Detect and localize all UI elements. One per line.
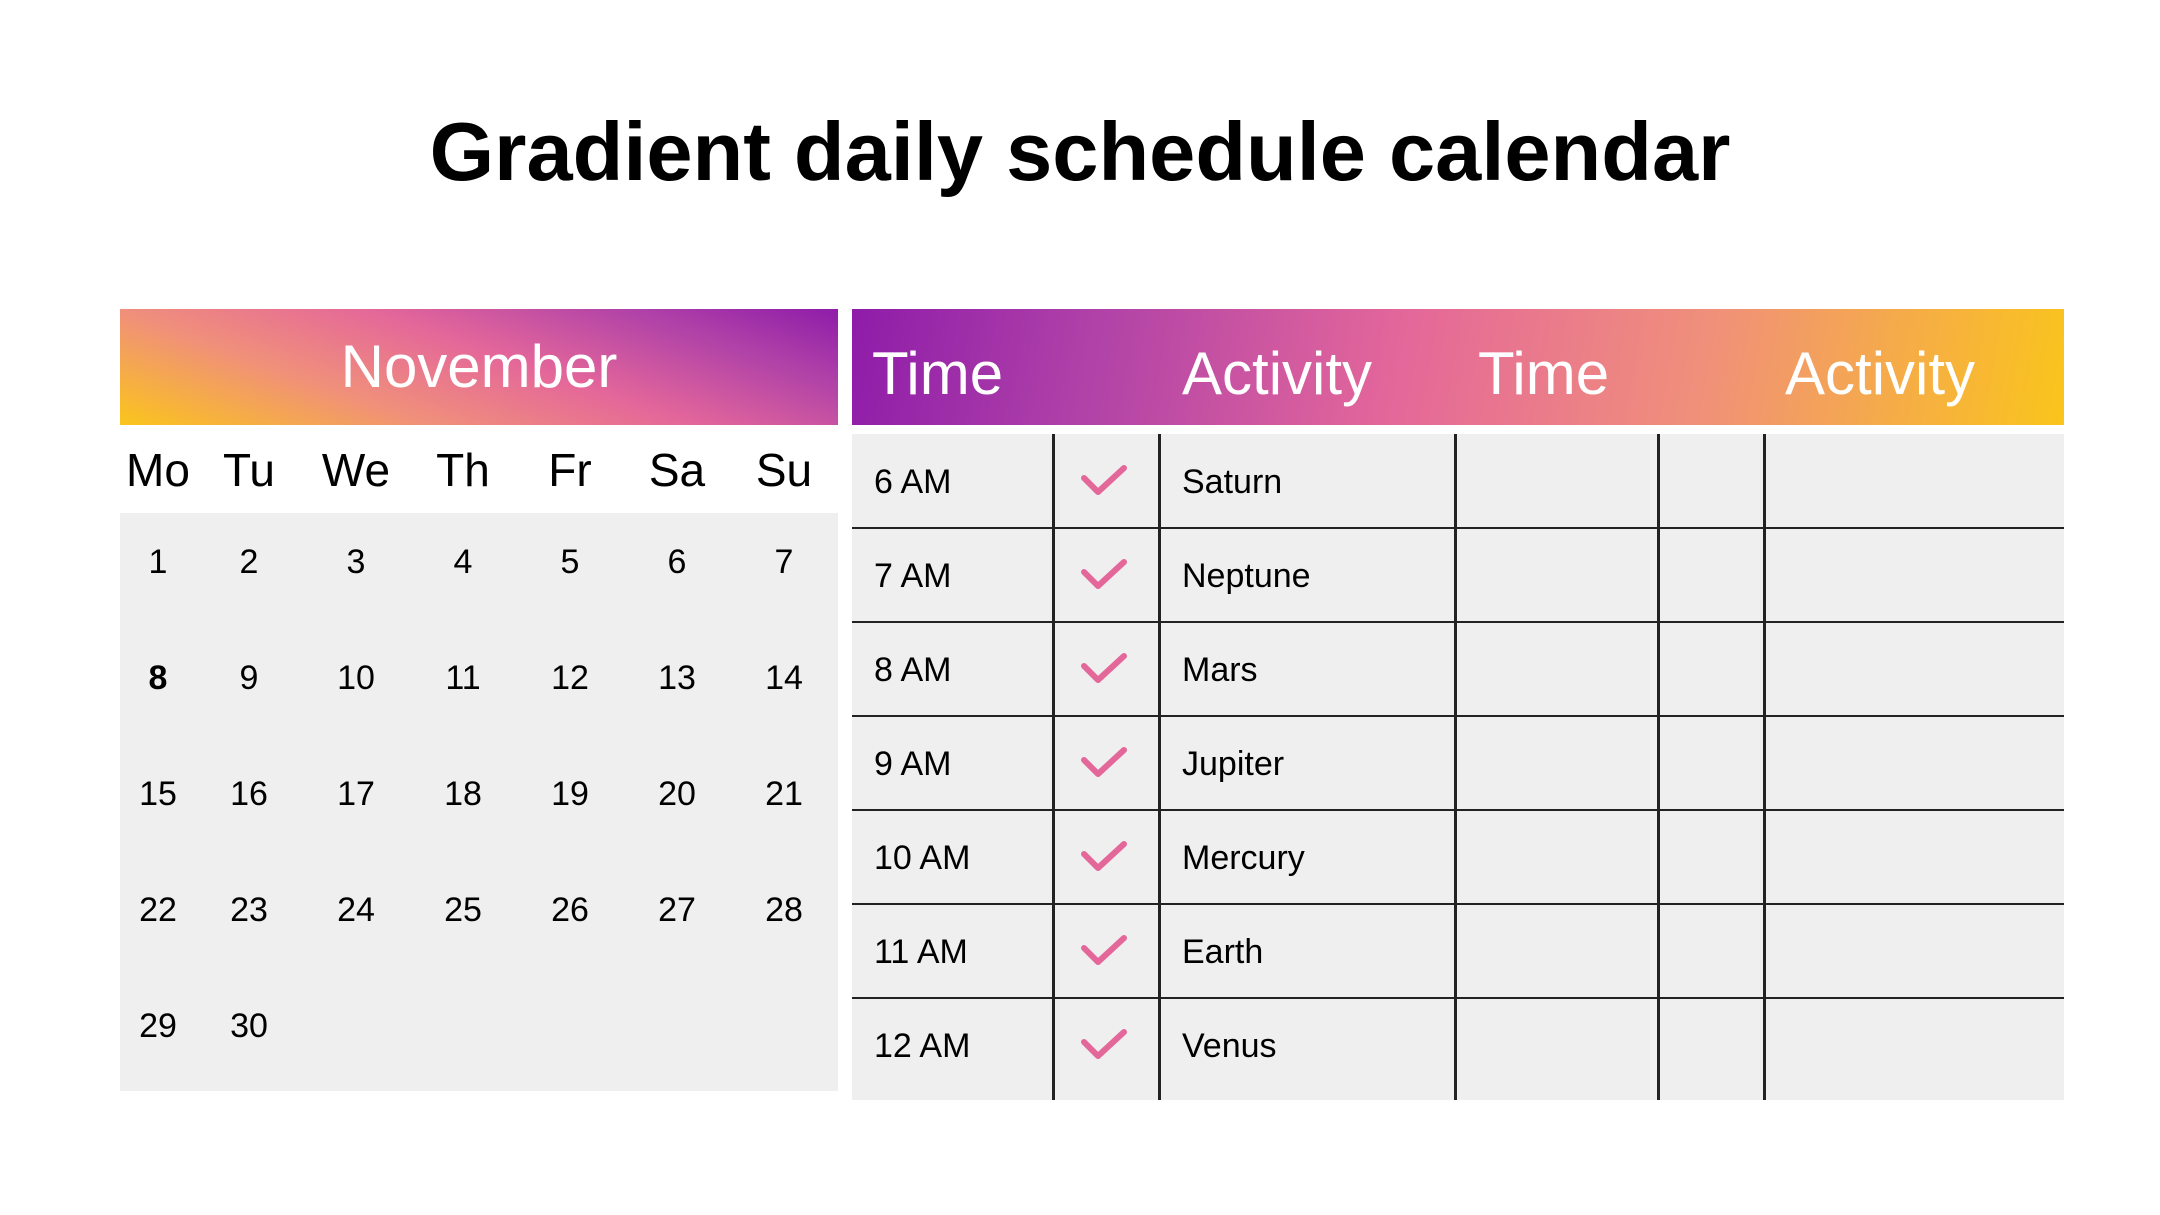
calendar-day[interactable]: 23 <box>230 891 268 929</box>
calendar-day[interactable]: 11 <box>445 659 481 697</box>
schedule-activity: Earth <box>1182 933 1264 971</box>
calendar-day[interactable]: 3 <box>346 543 366 581</box>
schedule-activity: Saturn <box>1182 463 1283 501</box>
column-divider <box>1657 434 1660 1100</box>
calendar-day[interactable]: 4 <box>453 543 473 581</box>
calendar-day[interactable]: 21 <box>765 775 803 813</box>
check-icon <box>1080 746 1128 780</box>
calendar-day[interactable]: 14 <box>765 659 803 697</box>
calendar-day[interactable]: 27 <box>658 891 696 929</box>
weekday-row <box>120 430 838 510</box>
check-icon <box>1080 558 1128 592</box>
calendar-day[interactable]: 29 <box>139 1007 177 1045</box>
calendar-day[interactable]: 20 <box>658 775 696 813</box>
schedule-activity: Mercury <box>1182 839 1305 877</box>
month-header: November <box>120 309 838 425</box>
calendar-day[interactable]: 5 <box>560 543 580 581</box>
schedule-header <box>852 309 2064 425</box>
calendar-day[interactable]: 6 <box>667 543 687 581</box>
calendar-day[interactable]: 10 <box>337 659 375 697</box>
calendar-day[interactable]: 15 <box>139 775 177 813</box>
row-divider <box>852 903 2064 905</box>
calendar-day[interactable]: 24 <box>337 891 375 929</box>
check-icon <box>1080 652 1128 686</box>
page-title: Gradient daily schedule calendar <box>429 105 1731 198</box>
column-divider <box>1052 434 1055 1100</box>
check-icon <box>1080 464 1128 498</box>
row-divider <box>852 527 2064 529</box>
schedule-time: 12 AM <box>874 1027 971 1065</box>
check-icon <box>1080 1028 1128 1062</box>
header-activity-2: Activity <box>1785 340 1976 407</box>
schedule-activity: Venus <box>1182 1027 1277 1065</box>
weekday-label: Tu <box>223 444 275 496</box>
calendar-day[interactable]: 28 <box>765 891 803 929</box>
header-time-1: Time <box>872 340 1004 407</box>
weekday-label: Fr <box>548 444 592 496</box>
weekday-label: Sa <box>648 444 706 496</box>
calendar-day[interactable]: 19 <box>551 775 589 813</box>
column-divider <box>1158 434 1161 1100</box>
weekday-label: Su <box>755 444 813 496</box>
schedule-activity: Mars <box>1182 651 1258 689</box>
header-time-2: Time <box>1478 340 1610 407</box>
calendar-day[interactable]: 16 <box>230 775 268 813</box>
schedule-time: 6 AM <box>874 463 952 501</box>
calendar-day[interactable]: 17 <box>337 775 375 813</box>
calendar-day[interactable]: 30 <box>230 1007 268 1045</box>
schedule-time: 7 AM <box>874 557 952 595</box>
schedule-activity: Neptune <box>1182 557 1311 595</box>
calendar-day[interactable]: 1 <box>148 543 168 581</box>
calendar-day[interactable]: 13 <box>658 659 696 697</box>
schedule-time: 8 AM <box>874 651 952 689</box>
schedule-time: 11 AM <box>874 933 968 971</box>
row-divider <box>852 715 2064 717</box>
schedule-time: 9 AM <box>874 745 952 783</box>
calendar-day[interactable]: 8 <box>148 659 168 697</box>
calendar-day[interactable]: 2 <box>239 543 259 581</box>
row-divider <box>852 997 2064 999</box>
weekday-label: Th <box>436 444 490 496</box>
weekday-label: We <box>321 444 391 496</box>
row-divider <box>852 809 2064 811</box>
check-icon <box>1080 934 1128 968</box>
schedule-time: 10 AM <box>874 839 971 877</box>
row-divider <box>852 621 2064 623</box>
calendar-day[interactable]: 25 <box>444 891 482 929</box>
calendar-day[interactable]: 22 <box>139 891 177 929</box>
column-divider <box>1454 434 1457 1100</box>
header-activity-1: Activity <box>1182 340 1373 407</box>
days-grid <box>120 513 838 1091</box>
check-icon <box>1080 840 1128 874</box>
schedule-activity: Jupiter <box>1182 745 1285 783</box>
schedule-table <box>852 434 2064 1100</box>
calendar-day[interactable]: 12 <box>551 659 589 697</box>
column-divider <box>1763 434 1766 1100</box>
calendar-day[interactable]: 26 <box>551 891 589 929</box>
calendar-day[interactable]: 18 <box>444 775 482 813</box>
calendar-day[interactable]: 7 <box>774 543 794 581</box>
weekday-label: Mo <box>126 444 190 496</box>
calendar-day[interactable]: 9 <box>239 659 259 697</box>
